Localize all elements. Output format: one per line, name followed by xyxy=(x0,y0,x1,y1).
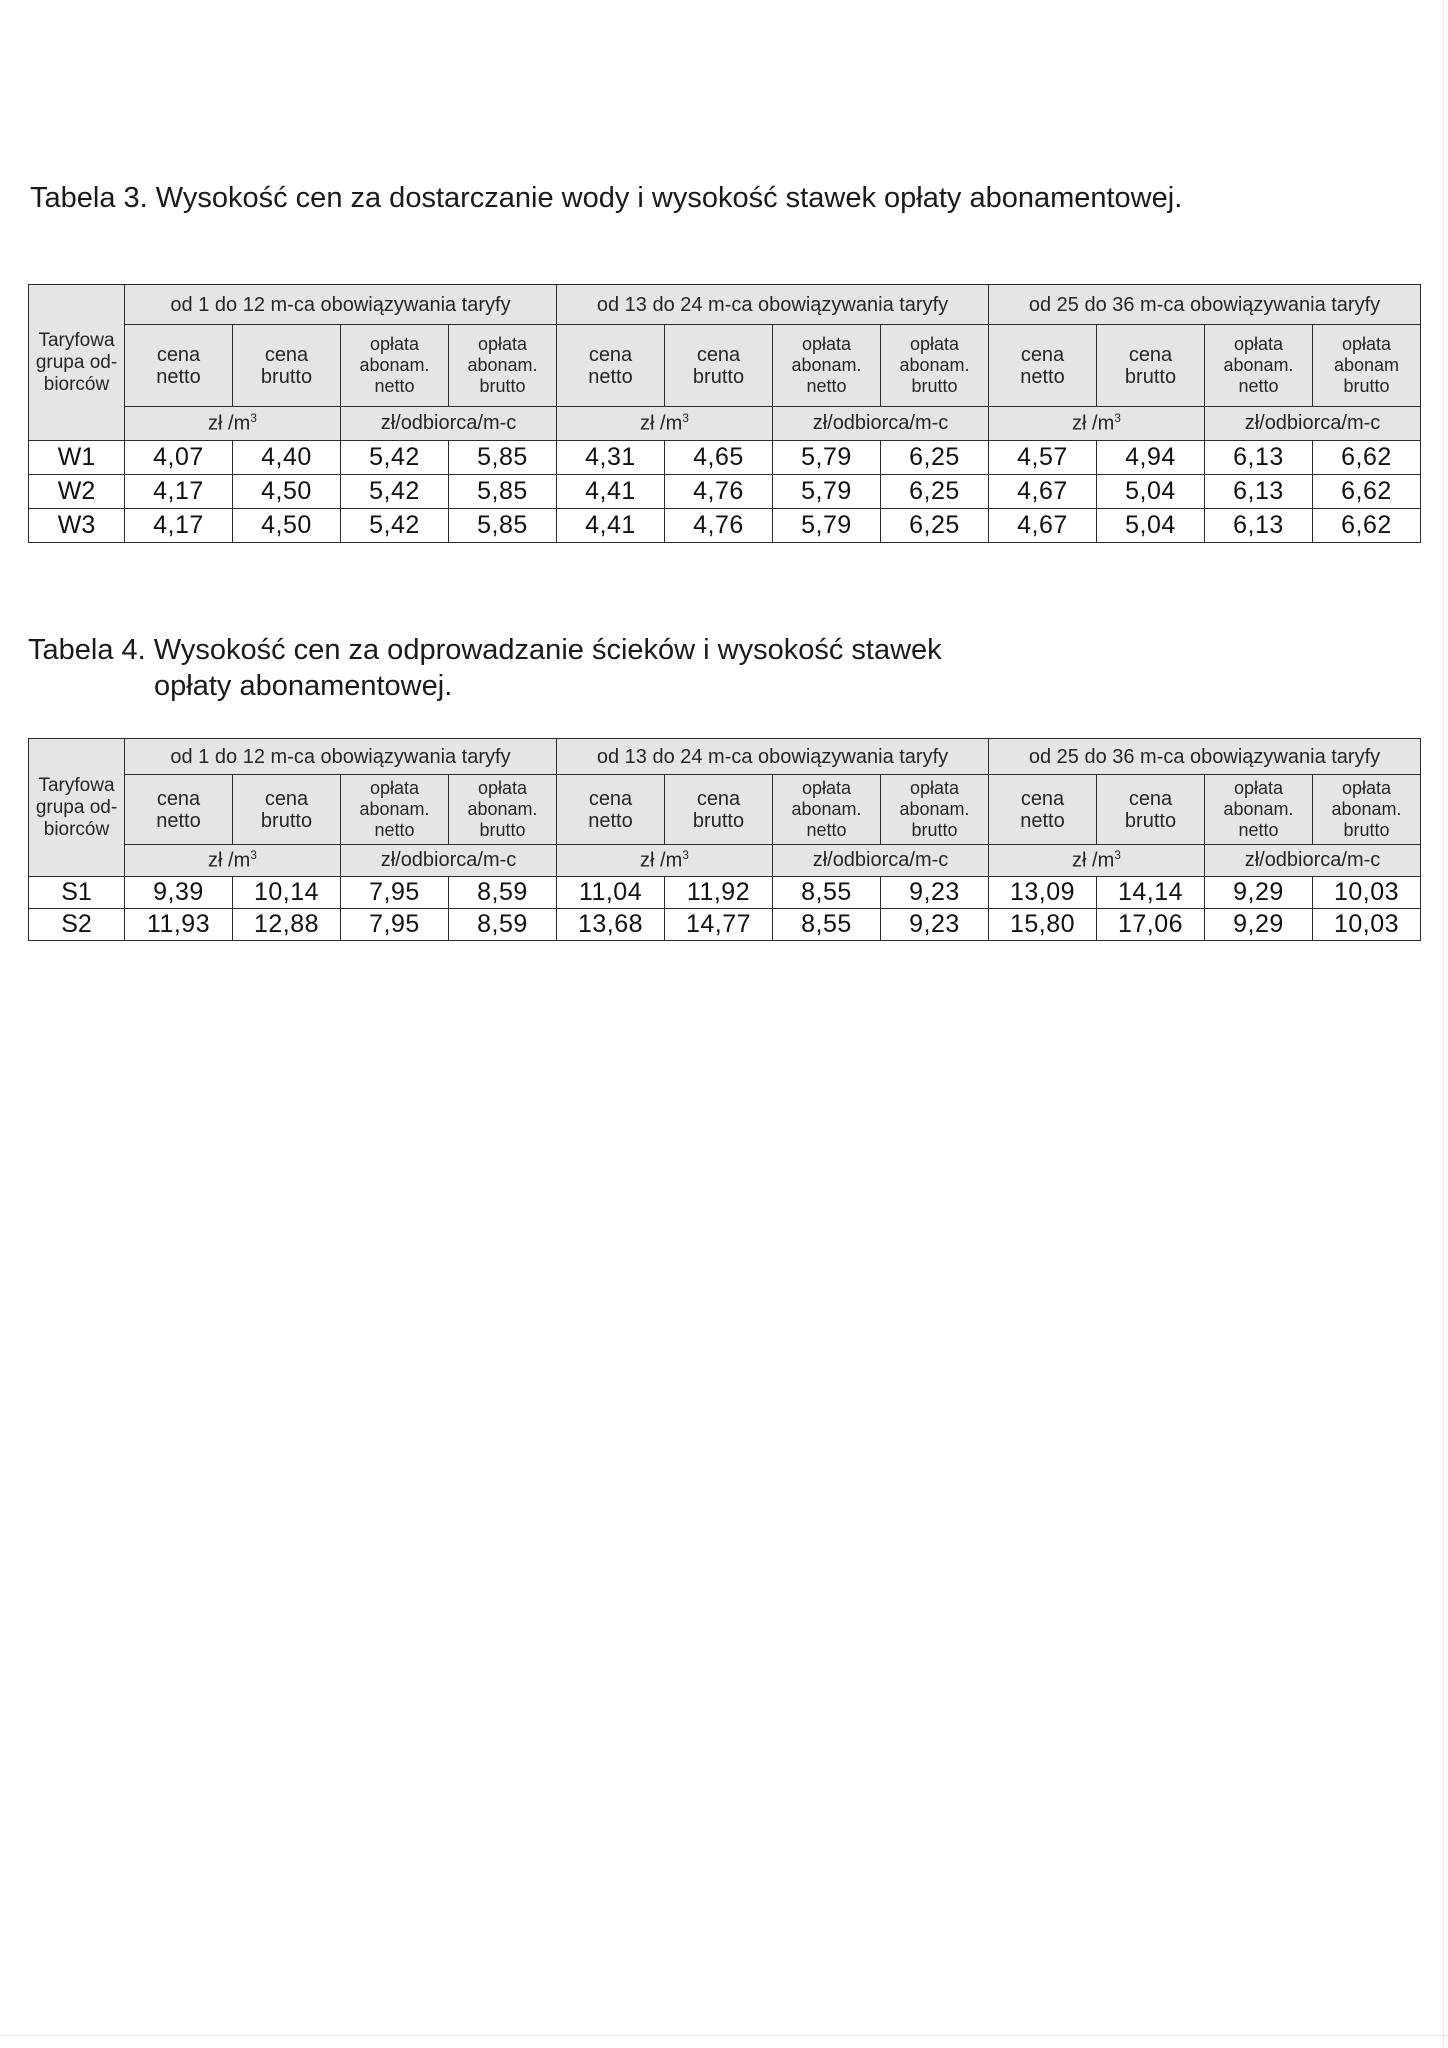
value-cell: 17,06 xyxy=(1097,909,1205,941)
value-cell: 4,50 xyxy=(233,509,341,543)
value-cell: 13,09 xyxy=(989,877,1097,909)
subheader-line: brutto xyxy=(260,365,313,388)
value-cell: 9,29 xyxy=(1205,909,1313,941)
value-cell: 4,65 xyxy=(665,441,773,475)
value-cell: 6,25 xyxy=(881,475,989,509)
unit-price-text: zł /m xyxy=(640,849,683,872)
value-cell: 4,31 xyxy=(557,441,665,475)
value-cell: 9,23 xyxy=(881,909,989,941)
subheader-cell xyxy=(557,775,665,845)
subheader-cell xyxy=(125,325,233,407)
unit-price-text: zł /m xyxy=(640,412,683,435)
subheader-line: opłata xyxy=(1341,778,1392,798)
subheader-cell xyxy=(773,775,881,845)
unit-fee: zł/odbiorca/m-c xyxy=(773,407,989,441)
value-cell: 4,40 xyxy=(233,441,341,475)
subheader-line: brutto xyxy=(1124,365,1177,388)
subheader-line: brutto xyxy=(911,820,958,840)
subheader-cell xyxy=(1313,325,1421,407)
unit-price xyxy=(125,845,341,877)
subheader-cell xyxy=(557,325,665,407)
value-cell: 5,04 xyxy=(1097,475,1205,509)
value-cell: 7,95 xyxy=(341,877,449,909)
subheader-line: opłata xyxy=(477,778,528,798)
table-row xyxy=(29,909,1421,941)
subheader-line: netto xyxy=(1238,820,1279,840)
unit-price-text: zł /m xyxy=(1072,849,1115,872)
value-cell: 9,23 xyxy=(881,877,989,909)
value-cell: 6,13 xyxy=(1205,441,1313,475)
value-cell: 4,41 xyxy=(557,509,665,543)
subheader-cell xyxy=(449,325,557,407)
group-label: W2 xyxy=(29,475,125,509)
unit-price-sup: 3 xyxy=(250,411,257,426)
subheader-line: cena xyxy=(156,787,201,810)
subheader-cell xyxy=(233,325,341,407)
value-cell: 11,93 xyxy=(125,909,233,941)
value-cell: 7,95 xyxy=(341,909,449,941)
subheader-cell xyxy=(665,775,773,845)
subheader-line: opłata xyxy=(1341,334,1392,354)
header-row xyxy=(29,739,1421,775)
value-cell: 4,17 xyxy=(125,475,233,509)
subheader-line: brutto xyxy=(479,820,526,840)
sewage-tariff-table xyxy=(28,738,1421,941)
period-header: od 25 do 36 m-ca obowiązywania taryfy xyxy=(989,285,1421,325)
subheader-line: netto xyxy=(374,376,415,396)
subheader-line: cena xyxy=(696,343,741,366)
subheader-cell xyxy=(1313,775,1421,845)
unit-fee: zł/odbiorca/m-c xyxy=(773,845,989,877)
value-cell: 5,85 xyxy=(449,441,557,475)
group-label: S2 xyxy=(29,909,125,941)
unit-fee: zł/odbiorca/m-c xyxy=(1205,407,1421,441)
subheader-cell xyxy=(1097,325,1205,407)
table-row xyxy=(29,475,1421,509)
value-cell: 11,92 xyxy=(665,877,773,909)
water-tariff-table xyxy=(28,284,1421,543)
table-4-caption xyxy=(28,632,942,704)
group-label: W3 xyxy=(29,509,125,543)
table-row xyxy=(29,877,1421,909)
value-cell: 4,76 xyxy=(665,509,773,543)
subheader-line: abonam. xyxy=(467,799,538,819)
subheader-line: cena xyxy=(588,787,633,810)
subheader-line: abonam. xyxy=(359,799,430,819)
value-cell: 8,55 xyxy=(773,909,881,941)
subheader-line: netto xyxy=(156,365,201,388)
value-cell: 4,07 xyxy=(125,441,233,475)
subheader-cell xyxy=(341,775,449,845)
subheader-cell xyxy=(665,325,773,407)
unit-price xyxy=(125,407,341,441)
period-header: od 13 do 24 m-ca obowiązywania taryfy xyxy=(557,739,989,775)
value-cell: 6,62 xyxy=(1313,509,1421,543)
subheader-line: abonam. xyxy=(899,799,970,819)
value-cell: 5,85 xyxy=(449,475,557,509)
subheader-line: cena xyxy=(1020,343,1065,366)
unit-fee: zł/odbiorca/m-c xyxy=(341,407,557,441)
value-cell: 5,42 xyxy=(341,509,449,543)
value-cell: 8,59 xyxy=(449,909,557,941)
value-cell: 4,41 xyxy=(557,475,665,509)
group-header-line: Taryfowa xyxy=(38,774,115,796)
value-cell: 5,85 xyxy=(449,509,557,543)
value-cell: 4,94 xyxy=(1097,441,1205,475)
subheader-cell xyxy=(1205,775,1313,845)
table-4-body xyxy=(29,739,1421,941)
group-label: S1 xyxy=(29,877,125,909)
unit-price-text: zł /m xyxy=(208,849,251,872)
value-cell: 6,25 xyxy=(881,441,989,475)
subheader-line: netto xyxy=(374,820,415,840)
subheader-line: opłata xyxy=(369,334,420,354)
period-header: od 25 do 36 m-ca obowiązywania taryfy xyxy=(989,739,1421,775)
group-header-cell xyxy=(29,285,125,441)
subheader-line: opłata xyxy=(1233,778,1284,798)
subheader-line: opłata xyxy=(369,778,420,798)
value-cell: 15,80 xyxy=(989,909,1097,941)
subheader-cell xyxy=(881,775,989,845)
value-cell: 10,14 xyxy=(233,877,341,909)
subheader-cell xyxy=(125,775,233,845)
value-cell: 12,88 xyxy=(233,909,341,941)
subheader-line: netto xyxy=(588,809,633,832)
subheader-line: cena xyxy=(588,343,633,366)
period-header: od 13 do 24 m-ca obowiązywania taryfy xyxy=(557,285,989,325)
subheader-line: abonam xyxy=(1333,355,1400,375)
unit-price xyxy=(557,407,773,441)
value-cell: 13,68 xyxy=(557,909,665,941)
subheader-cell xyxy=(1097,775,1205,845)
table-row xyxy=(29,441,1421,475)
page-edge xyxy=(1443,0,1444,2048)
value-cell: 9,39 xyxy=(125,877,233,909)
subheader-line: abonam. xyxy=(467,355,538,375)
subheader-line: abonam. xyxy=(791,799,862,819)
subheader-line: brutto xyxy=(692,809,745,832)
unit-price-sup: 3 xyxy=(1114,848,1121,863)
subheader-line: opłata xyxy=(801,334,852,354)
group-header-cell xyxy=(29,739,125,877)
unit-price-text: zł /m xyxy=(208,412,251,435)
group-label: W1 xyxy=(29,441,125,475)
subheader-line: abonam. xyxy=(899,355,970,375)
table-3-body xyxy=(29,285,1421,543)
group-header-line: grupa od- xyxy=(35,351,118,373)
subheader-line: opłata xyxy=(909,334,960,354)
subheader-line: netto xyxy=(1020,365,1065,388)
value-cell: 5,42 xyxy=(341,475,449,509)
table-4-caption-line1: Tabela 4. Wysokość cen za odprowadzanie ścieków i wysokość stawek xyxy=(28,634,942,666)
table-4-caption-line2: opłaty abonamentowej. xyxy=(154,670,453,702)
value-cell: 5,79 xyxy=(773,475,881,509)
subheader-cell xyxy=(989,775,1097,845)
unit-price-sup: 3 xyxy=(1114,411,1121,426)
subheader-line: brutto xyxy=(260,809,313,832)
subheader-line: netto xyxy=(156,809,201,832)
value-cell: 10,03 xyxy=(1313,909,1421,941)
subheader-cell xyxy=(341,325,449,407)
table-3-caption: Tabela 3. Wysokość cen za dostarczanie wody i wysokość stawek opłaty abonamentowej. xyxy=(30,182,1183,214)
value-cell: 6,62 xyxy=(1313,475,1421,509)
subheader-line: opłata xyxy=(909,778,960,798)
value-cell: 9,29 xyxy=(1205,877,1313,909)
unit-row xyxy=(29,845,1421,877)
value-cell: 8,55 xyxy=(773,877,881,909)
subheader-line: opłata xyxy=(477,334,528,354)
group-header-line: Taryfowa xyxy=(38,329,115,351)
unit-price-sup: 3 xyxy=(682,848,689,863)
value-cell: 4,67 xyxy=(989,475,1097,509)
subheader-line: netto xyxy=(1020,809,1065,832)
unit-fee: zł/odbiorca/m-c xyxy=(1205,845,1421,877)
subheader-line: abonam. xyxy=(1223,799,1294,819)
value-cell: 4,67 xyxy=(989,509,1097,543)
unit-price-sup: 3 xyxy=(250,848,257,863)
subheader-line: cena xyxy=(156,343,201,366)
value-cell: 11,04 xyxy=(557,877,665,909)
subheader-line: cena xyxy=(696,787,741,810)
table-row xyxy=(29,509,1421,543)
period-header: od 1 do 12 m-ca obowiązywania taryfy xyxy=(125,285,557,325)
subheader-line: netto xyxy=(1238,376,1279,396)
subheader-line: cena xyxy=(1128,787,1173,810)
subheader-line: brutto xyxy=(692,365,745,388)
subheader-cell xyxy=(989,325,1097,407)
subheader-cell xyxy=(1205,325,1313,407)
unit-price xyxy=(557,845,773,877)
value-cell: 6,25 xyxy=(881,509,989,543)
unit-price xyxy=(989,845,1205,877)
value-cell: 14,77 xyxy=(665,909,773,941)
period-header: od 1 do 12 m-ca obowiązywania taryfy xyxy=(125,739,557,775)
subheader-line: netto xyxy=(806,376,847,396)
subheader-row xyxy=(29,775,1421,845)
value-cell: 5,79 xyxy=(773,441,881,475)
value-cell: 6,13 xyxy=(1205,509,1313,543)
subheader-line: abonam. xyxy=(1331,799,1402,819)
value-cell: 10,03 xyxy=(1313,877,1421,909)
subheader-line: opłata xyxy=(801,778,852,798)
value-cell: 4,76 xyxy=(665,475,773,509)
subheader-line: abonam. xyxy=(791,355,862,375)
value-cell: 5,04 xyxy=(1097,509,1205,543)
subheader-cell xyxy=(881,325,989,407)
subheader-line: abonam. xyxy=(1223,355,1294,375)
value-cell: 14,14 xyxy=(1097,877,1205,909)
subheader-line: netto xyxy=(806,820,847,840)
value-cell: 6,13 xyxy=(1205,475,1313,509)
subheader-cell xyxy=(773,325,881,407)
subheader-line: brutto xyxy=(479,376,526,396)
subheader-cell xyxy=(233,775,341,845)
header-row xyxy=(29,285,1421,325)
value-cell: 5,42 xyxy=(341,441,449,475)
subheader-line: brutto xyxy=(1124,809,1177,832)
subheader-line: netto xyxy=(588,365,633,388)
value-cell: 8,59 xyxy=(449,877,557,909)
unit-fee: zł/odbiorca/m-c xyxy=(341,845,557,877)
unit-price-sup: 3 xyxy=(682,411,689,426)
unit-row xyxy=(29,407,1421,441)
page-edge xyxy=(0,2035,1448,2036)
subheader-line: brutto xyxy=(911,376,958,396)
subheader-line: cena xyxy=(1020,787,1065,810)
unit-price-text: zł /m xyxy=(1072,412,1115,435)
subheader-line: brutto xyxy=(1343,376,1390,396)
subheader-line: abonam. xyxy=(359,355,430,375)
subheader-line: cena xyxy=(264,787,309,810)
subheader-line: cena xyxy=(264,343,309,366)
value-cell: 4,17 xyxy=(125,509,233,543)
subheader-line: brutto xyxy=(1343,820,1390,840)
value-cell: 6,62 xyxy=(1313,441,1421,475)
value-cell: 4,50 xyxy=(233,475,341,509)
group-header-line: biorców xyxy=(43,818,110,840)
group-header-line: biorców xyxy=(43,373,110,395)
group-header-line: grupa od- xyxy=(35,796,118,818)
subheader-line: opłata xyxy=(1233,334,1284,354)
unit-price xyxy=(989,407,1205,441)
subheader-cell xyxy=(449,775,557,845)
value-cell: 5,79 xyxy=(773,509,881,543)
subheader-line: cena xyxy=(1128,343,1173,366)
value-cell: 4,57 xyxy=(989,441,1097,475)
subheader-row xyxy=(29,325,1421,407)
